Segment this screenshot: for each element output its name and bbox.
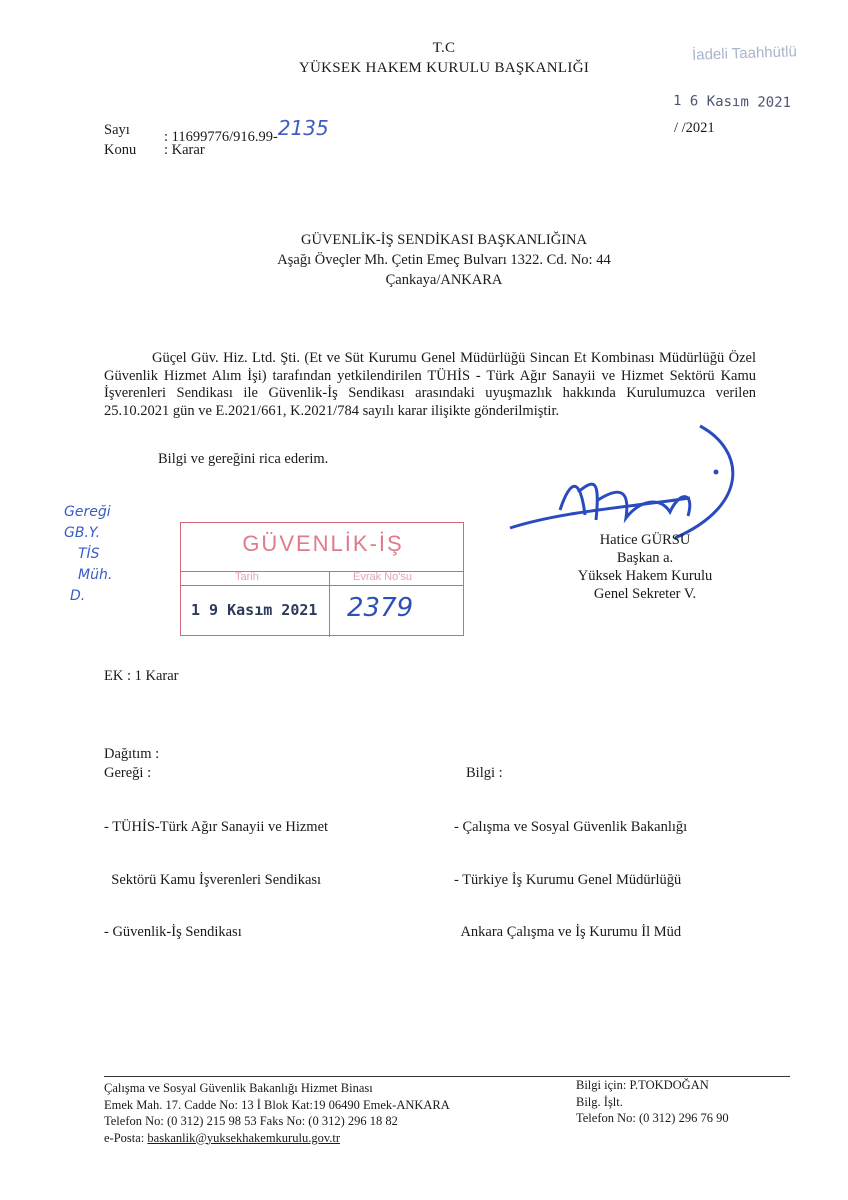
distribution-info-label: Bilgi :: [466, 765, 503, 781]
header-institution: YÜKSEK HAKEM KURULU BAŞKANLIĞI: [298, 60, 590, 76]
distribution-item: - Çalışma ve Sosyal Güvenlik Bakanlığı: [454, 819, 688, 835]
body-paragraph: [104, 350, 756, 420]
margin-note-line: GB.Y.: [64, 525, 101, 541]
distribution-item: - Güvenlik-İş Sendikası: [104, 924, 242, 940]
sayi-label: Sayı: [104, 122, 130, 138]
received-date-stamp: 1 6 Kasım 2021: [672, 92, 792, 112]
receipt-number: 2379: [347, 593, 414, 623]
signature-block: [560, 531, 730, 603]
addressee-street: Aşağı Öveçler Mh. Çetin Emeç Bulvarı 1322. Cd. No: 44: [277, 252, 611, 268]
footer-email-line: [104, 1130, 450, 1147]
attachment-line: EK : 1 Karar: [104, 668, 179, 684]
addressee-city: Çankaya/ANKARA: [385, 272, 503, 288]
receipt-stamp-title: GÜVENLİK-İŞ: [242, 531, 404, 556]
distribution-item: - TÜHİS-Türk Ağır Sanayii ve Hizmet: [104, 819, 329, 835]
margin-note-line: Gereği: [64, 504, 111, 520]
distribution-title: Dağıtım :: [104, 746, 160, 762]
stamp-divider: [181, 571, 463, 572]
stamp-divider: [181, 585, 463, 586]
signer-title: Genel Sekreter V.: [593, 586, 697, 602]
distribution-action-list: [104, 784, 328, 959]
footer-line: Telefon No: (0 312) 215 98 53 Faks No: (0 312) 296 18 82: [104, 1114, 398, 1128]
konu-value: : Karar: [164, 142, 205, 158]
receipt-stamp: [180, 522, 464, 636]
receipt-date: 1 9 Kasım 2021: [191, 601, 318, 619]
signer-institution: Yüksek Hakem Kurulu: [577, 568, 713, 584]
footer-email-link[interactable]: baskanlik@yuksekhakemkurulu.gov.tr: [147, 1130, 341, 1145]
margin-note-line: Müh.: [78, 567, 113, 583]
distribution-action-label: Gereği :: [104, 765, 152, 781]
footer-info: [576, 1077, 729, 1127]
distribution-item: Sektörü Kamu İşverenleri Sendikası: [104, 871, 322, 888]
footer-line: Bilg. İşlt.: [576, 1094, 623, 1109]
margin-note-line: D.: [70, 588, 86, 604]
registered-mail-stamp: İadeli Taahhütlü: [691, 43, 798, 64]
body-text: Güçel Güv. Hiz. Ltd. Şti. (Et ve Süt Kurumu Genel Müdürlüğü Sincan Et Kombinası Müdürlüğü Özel Güvenlik Hizmet Alım İşi) tarafından yetkilendirilen TÜHİS - Türk Ağır Sanayii ve Hizmet Sektörü Kamu İşverenleri Sendikası ile Güvenlik-İş Sendikası arasındaki uyuşmazlık hakkında Kurulumuzca verilen 25.10.2021 gün ve E.2021/661, K.2021/784 sayılı karar ilişikte gönderilmiştir.: [104, 350, 756, 419]
footer-line: Telefon No: (0 312) 296 76 90: [576, 1111, 729, 1125]
closing-line: Bilgi ve gereğini rica ederim.: [158, 451, 329, 467]
sayi-handwritten: 2135: [277, 116, 329, 140]
receipt-date-label: Tarih: [235, 571, 259, 583]
footer-line: Bilgi için: P.TOKDOĞAN: [576, 1078, 709, 1092]
document-date: / /2021: [674, 120, 715, 136]
footer-line: Çalışma ve Sosyal Güvenlik Bakanlığı Hizmet Binası: [104, 1081, 373, 1095]
konu-label: Konu: [104, 142, 137, 158]
footer-contact: [104, 1080, 450, 1146]
footer-line: Emek Mah. 17. Cadde No: 13 İ Blok Kat:19 06490 Emek-ANKARA: [104, 1097, 450, 1112]
margin-note-line: TİS: [78, 546, 100, 562]
signer-name: Hatice GÜRSU: [599, 532, 691, 548]
sayi-number: : 11699776/916.99-: [164, 129, 278, 145]
distribution-item: - Türkiye İş Kurumu Genel Müdürlüğü: [454, 871, 682, 888]
distribution-item: Ankara Çalışma ve İş Kurumu İl Müd: [454, 924, 682, 940]
footer-email-label: e-Posta:: [104, 1130, 148, 1145]
stamp-divider: [329, 571, 330, 637]
distribution-info-list: [454, 784, 687, 959]
signer-role: Başkan a.: [616, 550, 674, 566]
receipt-number-label: Evrak No'su: [353, 571, 412, 583]
addressee-name: GÜVENLİK-İŞ SENDİKASI BAŞKANLIĞINA: [301, 232, 587, 248]
header-tc: T.C: [432, 40, 456, 56]
margin-note: [64, 502, 112, 607]
